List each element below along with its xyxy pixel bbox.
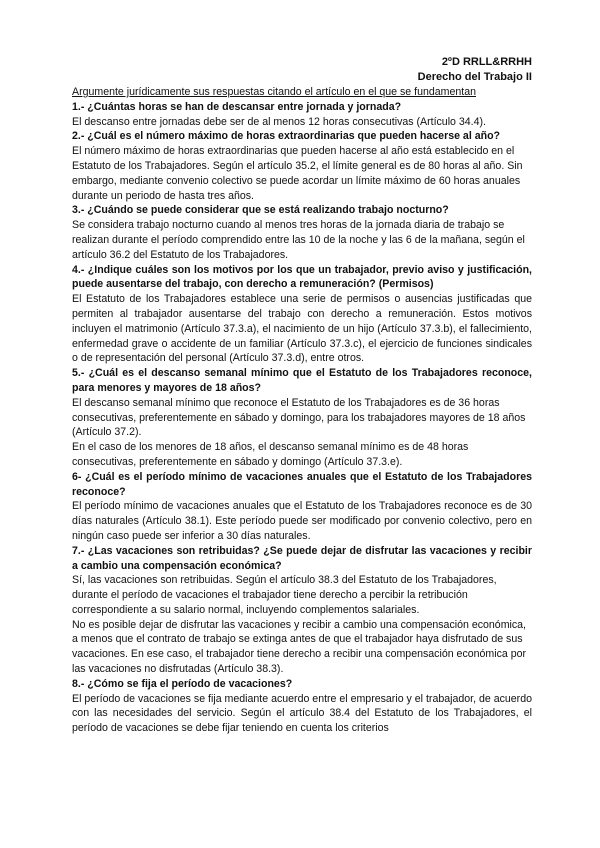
question-2: 2.- ¿Cuál es el número máximo de horas extraordinarias que pueden hacerse al año? [72,130,501,143]
instruction-text: Argumente jurídicamente sus respuestas citando el artículo en el que se fundamentan [72,86,476,98]
question-7: 7.- ¿Las vacaciones son retribuidas? ¿Se puede dejar de disfrutar las vacaciones y recibir a cambio una compensación económica? [72,544,532,572]
question-8: 8.- ¿Cómo se fija el período de vacaciones? [72,677,293,690]
question-5: 5.- ¿Cuál es el descanso semanal mínimo que el Estatuto de los Trabajadores reconoce, para menores y mayores de 18 años? [72,367,532,394]
subject-header: Derecho del Trabajo II [417,71,532,83]
question-6: 6- ¿Cuál es el período mínimo de vacaciones anuales que el Estatuto de los Trabajadores reconoce? [72,470,532,498]
answer-5b: En el caso de los menores de 18 años, el descanso semanal mínimo es de 48 horas consecutivas, preferentemente en sábado y domingo (Artículo 37.3.e). [72,441,469,468]
answer-4: El Estatuto de los Trabajadores establece una serie de permisos o ausencias justificadas que permiten al trabajador ausentarse del trabajo con derecho a remuneración. Estos motivos incluyen el matrimonio (Artículo 37.3.a), el nacimiento de un hijo (Artículo 37.3.b), el fallecimiento, enfermedad grave o accidente de un familiar (Artículo 37.3.c), el ejercicio de funciones sindicales o de representación del personal (Artículo 37.3.d), entre otros. [72,293,532,365]
document-page [72,55,532,736]
answer-6: El período mínimo de vacaciones anuales que el Estatuto de los Trabajadores reconoce es de 30 días naturales (Artículo 38.1). Este período puede ser modificado por convenio colectivo, pero en ningún caso puede ser inferior a 30 días naturales. [72,500,532,542]
answer-8: El período de vacaciones se fija mediante acuerdo entre el empresario y el trabajador, de acuerdo con las necesidades del servicio. Según el artículo 38.4 del Estatuto de los Trabajadores, el período de vacaciones se debe fijar teniendo en cuenta los criterios [72,692,532,735]
answer-5a: El descanso semanal mínimo que reconoce el Estatuto de los Trabajadores es de 36 horas consecutivas, preferentemente en sábado y domingo, para los trabajadores mayores de 18 años (Artículo 37.2). [72,396,526,439]
answer-3: Se considera trabajo nocturno cuando al menos tres horas de la jornada diaria de trabajo se realizan durante el período comprendido entre las 10 de la noche y las 6 de la mañana, según el artículo 36.2 del Estatuto de los Trabajadores. [72,219,525,261]
question-1: 1.- ¿Cuántas horas se han de descansar entre jornada y jornada? [72,100,402,113]
question-3: 3.- ¿Cuándo se puede considerar que se está realizando trabajo nocturno? [72,204,449,217]
question-4: 4.- ¿Indique cuáles son los motivos por los que un trabajador, previo aviso y justificación, puede ausentarse del trabajo, con derecho a remuneración? (Permisos) [72,263,532,291]
answer-7a: Sí, las vacaciones son retribuidas. Según el artículo 38.3 del Estatuto de los Trabajadores, durante el período de vacaciones el trabajador tiene derecho a percibir la retribución correspondiente a su salario normal, incluyendo complementos salariales. [72,574,497,616]
course-header: 2ºD RRLL&RRHH [441,56,532,68]
answer-7b: No es posible dejar de disfrutar las vacaciones y recibir a cambio una compensación económica, a menos que el contrato de trabajo se extinga antes de que el trabajador haya disfrutado de sus vacaciones. En ese caso, el trabajador tiene derecho a recibir una compensación económica por las vacaciones no disfrutadas (Artículo 38.3). [72,618,527,676]
answer-1: El descanso entre jornadas debe ser de al menos 12 horas consecutivas (Artículo 34.4). [72,115,486,128]
answer-2: El número máximo de horas extraordinarias que pueden hacerse al año está establecido en el Estatuto de los Trabajadores. Según el artículo 35.2, el límite general es de 80 horas al año. Sin embargo, mediante convenio colectivo se puede acordar un límite máximo de 60 horas anuales durante un periodo de hasta tres años. [72,145,523,202]
